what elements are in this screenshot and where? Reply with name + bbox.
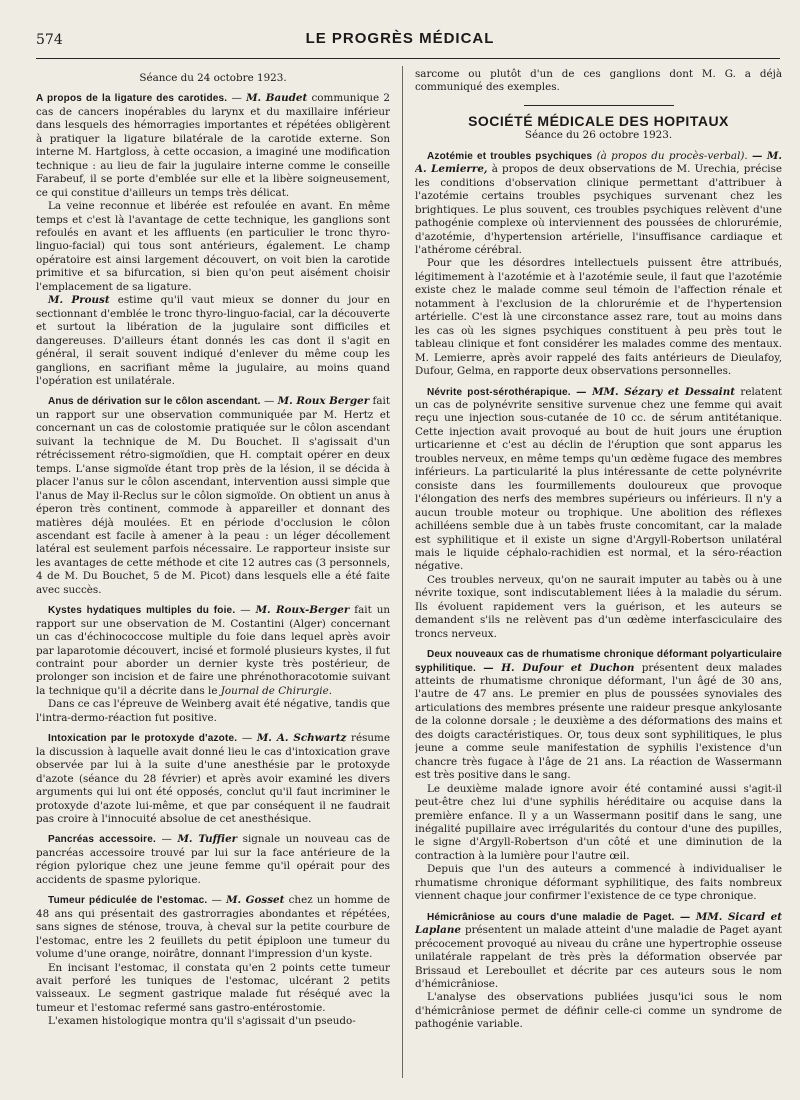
article-author: — MM. Sézary et Dessaint — [576, 385, 736, 398]
article-author: M. Baudet — [246, 92, 308, 105]
heading-note: (à propos du procès-verbal). — [596, 149, 748, 162]
paragraph: En incisant l'estomac, il constata qu'en 2 points cette tumeur avait perforé les tuniques de l'estomac, ulcérant 2 petits vaisseaux. Le segment gastrique malade fut réséqué avec la tumeur et l'estomac refermé sans gastro-entérostomie. — [36, 961, 390, 1014]
reply-author: M. Proust — [48, 294, 110, 307]
paragraph: Intoxication par le protoxyde d'azote. — M. A. Schwartz résume la discussion à laquelle avait donné lieu le cas d'intoxication grave observée par lui à la suite d'une anesthésie par le protoxyde d'azote (séance du 28 février) et après avoir examiné les divers arguments qui lui ont été opposés, conclut qu'il faut incriminer le protoxyde d'azote lui-même, et que par conséquent il ne faudrait pas croire à l'innocuité absolue de cet anesthésique. — [36, 732, 390, 826]
article-hemicraniosis — [415, 911, 782, 1032]
paragraph-text: estime qu'il vaut mieux se donner du jour en sectionnant d'emblée le tronc thyro-linguo-facial, car la découverte et surtout la libération de la jugulaire sont difficiles et dangereuses. D'ailleurs étant donnés les cas dont il s'agit en général, il serait souvent indiqué d'enlever du même coup les ganglions, en sacrifiant même la jugulaire, au moins quand l'opération est unilatérale. — [36, 294, 390, 387]
paragraph: Pancréas accessoire. — M. Tuffier signale un nouveau cas de pancréas accessoire trouvé par lui sur la face antérieure de la région pylorique chez une jeune femme qu'il opérait pour des accidents de spasme pylorique. — [36, 833, 390, 886]
paragraph: Kystes hydatiques multiples du foie. — M. Roux-Berger fait un rapport sur une observation de M. Costantini (Alger) concernant un cas d'échinococcose multiple du foie dans lequel après avoir par laparotomie découvert, incisé et formolé plusieurs kystes, il fut contraint pour aborder un dernier kyste très postérieur, de prolonger son incision et de faire une phrénothoracotomie suivant la technique qu'il a décrite dans le Journal de Chirurgie. — [36, 604, 390, 697]
article-azotemia — [415, 150, 782, 379]
header-rule — [36, 58, 780, 59]
paragraph: L'analyse des observations publiées jusqu'ici sous le nom d'hémicrâniose permet de définir celle-ci comme un syndrome de pathogénie variable. — [415, 991, 782, 1031]
paragraph: Anus de dérivation sur le côlon ascendant. — M. Roux Berger fait un rapport sur une observation communiquée par M. Hertz et concernant un cas de colostomie pratiquée sur le côlon ascendant suivant la technique de M. Du Bouchet. Il s'agissait d'un rétrécissement rétro-sigmoïdien, que H. comptait opérer en deux temps. L'anse sigmoïde étant trop près de la lésion, il se décida à placer l'anus sur le côlon ascendant, intervention aussi simple que l'anus de May il-Reclus sur le côlon sigmoïde. On obtient un anus à éperon très continent, commode à appareiller et donnant des matières déjà moulées. Et en période d'occlusion le côlon ascendant est facile à amener à la peau : un léger décollement latéral est seulement parfois nécessaire. Le rapporteur insiste sur les avantages de cette méthode et cite 12 autres cas (3 personnels, 4 de M. Du Bouchet, 5 de M. Picot) dans lesquels elle a été faite avec succès. — [36, 395, 390, 596]
paragraph: Pour que les désordres intellectuels puissent être attribués, légitimement à l'azotémie et à l'azotémie seule, il faut que l'azotémie existe chez le malade comme seul témoin de l'affection rénale et notamment à l'exclusion de la chlorurémie et de l'hypertension artérielle. C'est là une circonstance assez rare, tout au moins dans les cas où les signes psychiques constituent à peu près tout le tableau clinique et font considérer les malades comme des mentaux. M. Lemierre, après avoir rappelé des faits antérieurs de Dieulafoy, Dufour, Gelma, en rapporte deux observations personnelles. — [415, 257, 782, 378]
paragraph-text: communique 2 cas de cancers inopérables du larynx et du maxillaire inférieur dans lesquels des hémorragies importantes et répétées obligèrent à pratiquer la ligature bilatérale de la carotide externe. Son interne M. Hartgloss, à cette occasion, a imaginé une modification technique : au lieu de fair la jugulaire interne comme le conseille Farabeuf, il se porte d'emblée sur elle et la libère soigneusement, ce qui constitue d'ailleurs un temps très délicat. — [36, 92, 390, 199]
paragraph: Ces troubles nerveux, qu'on ne saurait imputer au tabès ou à une névrite toxique, sont indiscutablement liées à la maladie du sérum. Ils évoluent rapidement vers la guérison, et les auteurs se demandent s'ils ne relèvent pas d'un œdème interfasciculaire des troncs nerveux. — [415, 573, 782, 640]
article-author: M. Gosset — [226, 894, 285, 907]
article-heading: Pancréas accessoire. — [48, 834, 156, 846]
paragraph-text: présentent deux malades atteints de rhumatisme chronique déformant, l'un âgé de 30 ans, l'autre de 47 ans. Le premier en plus de poussées synoviales des articulations des membres présente une raideur presque ankylosante de la colonne dorsale ; le deuxième a des déformations des mains et des doigts caractéristiques. Or, tous deux sont syphilitiques, le plus jeune a comme seule manifestation de syphilis l'existence d'un chancre très fugace à l'âge de 21 ans. La réaction de Wassermann est très positive dans le sang. — [415, 661, 782, 782]
article-colostomy — [36, 395, 390, 597]
paragraph — [36, 294, 390, 388]
page-number: 574 — [36, 32, 63, 48]
left-column — [36, 68, 390, 1080]
paragraph-text: à propos de deux observations de M. Urechia, précise les conditions d'observation clinique permettant d'attribuer à l'azotémie certains troubles psychiques survenant chez les brightiques. Le plus souvent, ces troubles psychiques relèvent d'une pathogénie complexe où interviennent des poussées de chlorurémie, d'azotémie, d'hypertension artérielle, l'insuffisance cardiaque et l'athérome cérébral. — [415, 163, 782, 256]
session-date: Séance du 26 octobre 1923. — [524, 129, 673, 142]
article-author: M. Tuffier — [177, 833, 238, 846]
continuation-paragraph: sarcome ou plutôt d'un de ces ganglions dont M. G. a déjà communiqué des exemples. — [415, 68, 782, 94]
article-heading: Intoxication par le protoxyde d'azote. — [48, 733, 238, 745]
article-hydatid-cysts — [36, 604, 390, 725]
paragraph: Tumeur pédiculée de l'estomac. — M. Gosset chez un homme de 48 ans qui présentait des gastrorragies abondantes et répétées, sans signes de sténose, trouva, à cheval sur la petite courbure de l'estomac, entre les 2 feuillets du petit épiploon une tumeur du volume d'une orange, noirâtre, donnant l'impression d'un kyste. — [36, 894, 390, 961]
article-heading: Deux nouveaux cas de rhumatisme chronique déformant polyarticulaire syphilitique. — [415, 649, 782, 674]
column-divider — [402, 66, 403, 1078]
paragraph: La veine reconnue et libérée est refoulée en avant. En même temps et c'est là l'avantage de cette technique, les ganglions sont refoulés en avant et les affluents (en particulier le tronc thyro-linguo-facial) qui tous sont antérieurs, également. Le champ opératoire est ainsi largement découvert, on voit bien la carotide primitive et sa bifurcation, si bien qu'on peut aisément choisir l'emplacement de sa ligature. — [36, 200, 390, 293]
paragraph-text: chez un homme de 48 ans qui présentait des gastrorragies abondantes et répétées, sans signes de sténose, trouva, à cheval sur la petite courbure de l'estomac, entre les 2 feuillets du petit épiploon une tumeur du volume d'une orange, noirâtre, donnant l'impression d'un kyste. — [36, 894, 390, 961]
paragraph: L'examen histologique montra qu'il s'agissait d'un pseudo- — [48, 1015, 356, 1028]
session-date: Séance du 24 octobre 1923. — [139, 72, 287, 84]
paragraph — [415, 648, 782, 783]
article-author: M. Roux Berger — [277, 395, 370, 408]
article-rheumatism — [415, 648, 782, 904]
right-column — [415, 68, 782, 1080]
article-heading: Anus de dérivation sur le côlon ascendant. — [48, 396, 261, 408]
paragraph-text: présentent un malade atteint d'une maladie de Paget ayant précocement provoqué au niveau du crâne une hypertrophie osseuse unilatérale rappelant de très près la déformation observée par Brissaud et Lereboullet et décrite par ces auteurs sous le nom d'hémicrâniose. — [415, 924, 782, 990]
section-rule — [524, 105, 674, 106]
article-heading: Tumeur pédiculée de l'estomac. — [48, 895, 208, 907]
article-heading: A propos de la ligature des carotides. — [36, 93, 228, 105]
article-accessory-pancreas — [36, 833, 390, 887]
paragraph: A propos de la ligature des carotides. — M. Baudet communique 2 cas de cancers inopérables du larynx et du maxillaire inférieur dans lesquels des hémorragies importantes et répétées obligèrent à pratiquer la ligature bilatérale de la carotide externe. Son interne M. Hartgloss, à cette occasion, a imaginé une modification technique : au lieu de fair la jugulaire interne comme le conseille Farabeuf, il se porte d'emblée sur elle et la libère soigneusement, ce qui constitue d'ailleurs un temps très délicat. — [36, 92, 390, 199]
paragraph: Depuis que l'un des auteurs a commencé à individualiser le rhumatisme chronique déformant syphilitique, des faits nombreux viennent chaque jour confirmer l'existence de ce type chronique. — [415, 863, 782, 903]
article-author: M. Roux-Berger — [255, 604, 350, 617]
paragraph-text: signale un nouveau cas de pancréas accessoire trouvé par lui sur la face antérieure de la région pylorique chez une jeune femme qu'il opérait pour des accidents de spasme pylorique. — [36, 833, 390, 886]
paragraph — [415, 911, 782, 992]
paragraph-text: relatent un cas de polynévrite sensitive survenue chez une femme qui avait reçu une injection sous-cutanée de 10 cc. de sérum antitétanique. Cette injection avait provoqué au bout de huit jours une éruption urticarienne et c'est au déclin de l'éruption que sont apparus les troubles nerveux, en même temps qu'un œdème fugace des membres inférieurs. La particularité la plus intéressante de cette polynévrite consiste dans les fourmillements douloureux que provoque l'élongation des nerfs des membres supérieurs ou inférieurs. Il n'y a aucun trouble moteur ou trophique. Une abolition des réflexes achilléens semble due à un tabès fruste concomitant, car la malade est syphilitique et il existe un signe d'Argyll-Robertson unilatéral mais le liquide céphalo-rachidien est normal, et la séro-réaction négative. — [415, 385, 782, 573]
paragraph — [415, 150, 782, 258]
paragraph — [415, 386, 782, 574]
journal-title: LE PROGRÈS MÉDICAL — [305, 30, 495, 47]
article-heading: Hémicrâniose au cours d'une maladie de Paget. — [427, 911, 675, 923]
paragraph: Dans ce cas l'épreuve de Weinberg avait été négative, tandis que l'intra-dermo-réaction fut positive. — [36, 698, 390, 724]
article-neuritis — [415, 386, 782, 642]
article-author: — H. Dufour et Duchon — [483, 661, 635, 674]
society-title: SOCIÉTÉ MÉDICALE DES HOPITAUX — [468, 112, 729, 129]
paragraph-text: fait un rapport sur une observation de M. Costantini (Alger) concernant un cas d'échinococcose multiple du foie dans lequel après avoir par laparotomie découvert, incisé et formolé plusieurs kystes, il fut contraint pour aborder un dernier kyste très postérieur, de prolonger son incision et de faire une phrénothoracotomie suivant la technique qu'il a décrite dans le — [36, 604, 390, 697]
article-author: — MM. Sicard et Laplane — [415, 910, 782, 937]
article-author: M. A. Schwartz — [256, 732, 347, 745]
paragraph-text: résume la discussion à laquelle avait donné lieu le cas d'intoxication grave observée par lui à la suite d'une anesthésie par le protoxyde d'azote (séance du 28 février) et après avoir examiné les divers arguments qui lui ont été opposés, conclut qu'il faut incriminer le protoxyde d'azote lui-même, et que par conséquent il ne faudrait pas croire à l'innocuité absolue de cet anesthésique. — [36, 732, 390, 826]
article-stomach-tumor — [36, 894, 390, 1029]
article-carotid-ligature — [36, 92, 390, 388]
article-author: — M. A. Lemierre, — [415, 149, 782, 176]
article-nitrous-oxide — [36, 732, 390, 826]
article-heading: Névrite post-sérothérapique. — [427, 386, 571, 398]
paragraph: Le deuxième malade ignore avoir été contaminé aussi s'agit-il peut-être chez lui d'une syphilis héréditaire ou acquise dans la première enfance. Il y a un Wassermann positif dans le sang, une inégalité pupillaire avec irrégularités du contour d'une des pupilles, le signe d'Argyll-Robertson d'un côté et une diminution de la contraction à la lumière pour l'autre œil. — [415, 782, 782, 862]
article-heading: Kystes hydatiques multiples du foie. — [48, 605, 236, 617]
page-header — [36, 28, 764, 54]
paragraph-text: fait un rapport sur une observation communiquée par M. Hertz et concernant un cas de colostomie pratiquée sur le côlon ascendant suivant la technique de M. Du Bouchet. Il s'agissait d'un rétrécissement rétro-sigmoïdien, que H. comptait opérer en deux temps. L'anse sigmoïde étant trop près de la lésion, il se décida à placer l'anus sur le côlon ascendant, intervention aussi simple que l'anus de May il-Reclus sur le côlon sigmoïde. On obtient un anus à éperon très continent, commode à appareiller et donnant des matières déjà moulées. Et en période d'occlusion le côlon ascendant est facile à amener à la peau : un léger décollement latéral est seulement parfois nécessaire. Le rapporteur insiste sur les avantages de cette méthode et cite 12 autres cas (3 personnels, 4 de M. Du Bouchet, 5 de M. Picot) dans lesquels elle a été faite avec succès. — [36, 395, 390, 596]
article-heading: Azotémie et troubles psychiques — [427, 150, 593, 162]
journal-reference: Journal de Chirurgie. — [220, 684, 332, 697]
